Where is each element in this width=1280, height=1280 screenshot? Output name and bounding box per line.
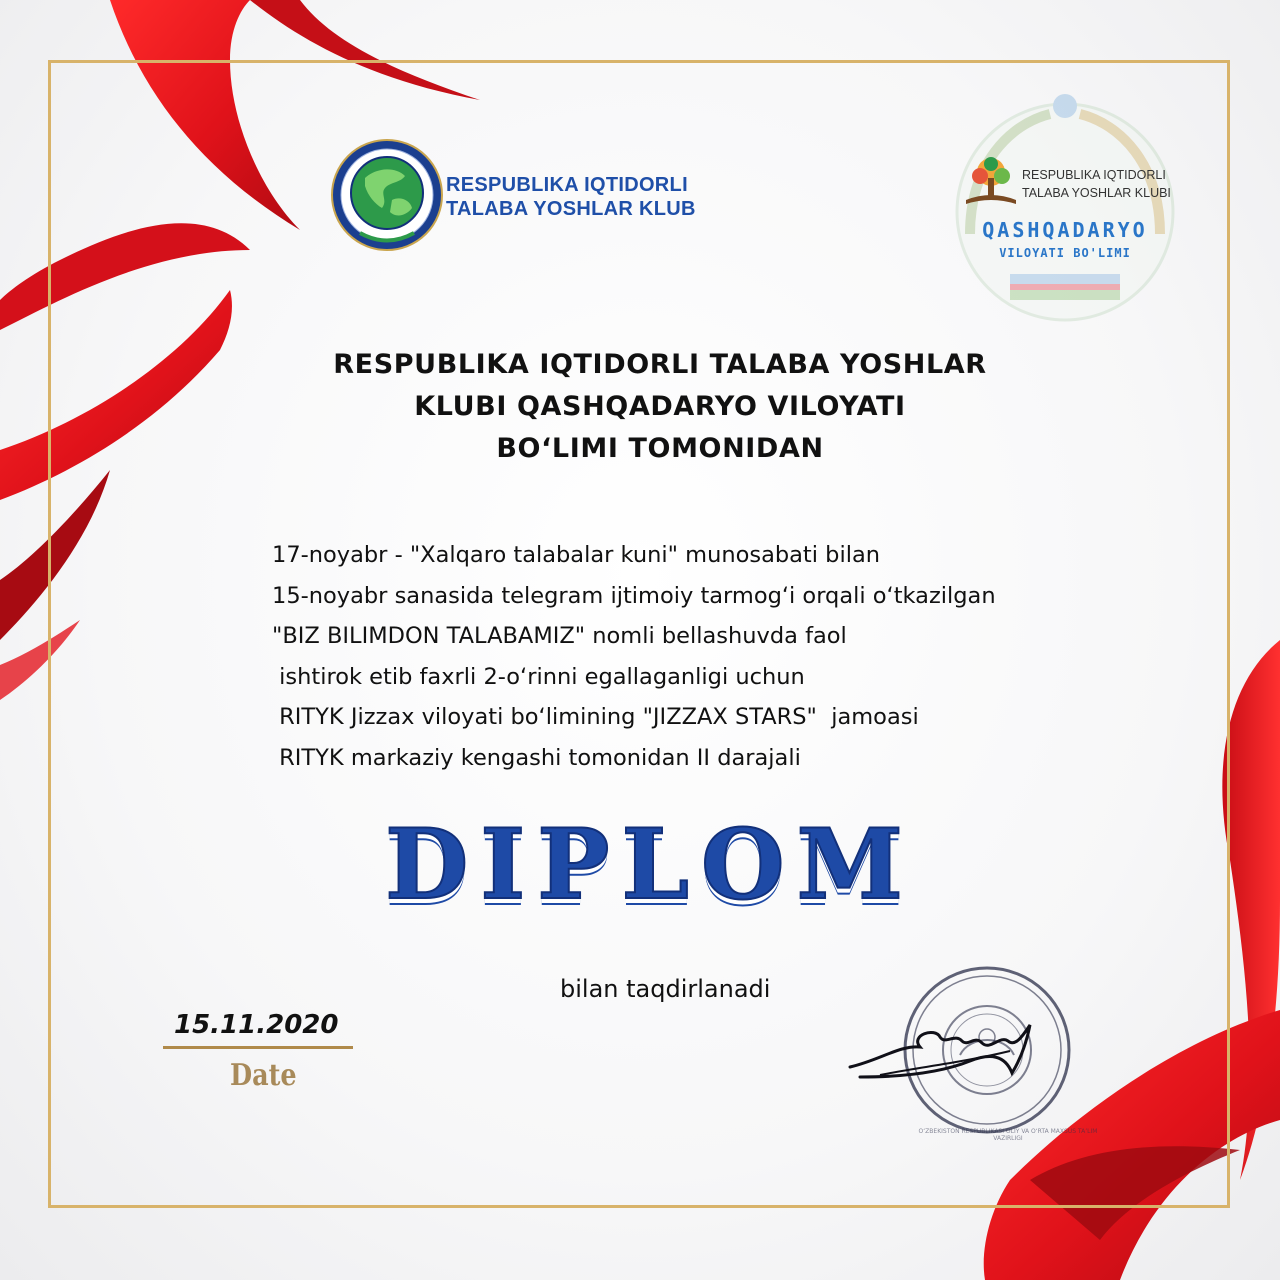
logo-right-branch: VILOYATI BO'LIMI (999, 246, 1131, 260)
official-stamp-with-signature-icon (840, 955, 1080, 1140)
globe-emblem-icon (330, 138, 444, 252)
heading-line-2: KLUBI QASHQADARYO VILOYATI (414, 391, 906, 422)
body-line-5: RITYK Jizzax viloyati bo‘limining "JIZZAX STARS" jamoasi (272, 704, 919, 730)
logo-left-line1: RESPUBLIKA IQTIDORLI (446, 174, 688, 196)
heading-line-3: BO‘LIMI TOMONIDAN (496, 433, 824, 464)
logo-right-line2: TALABA YOSHLAR KLUBI (1022, 186, 1171, 200)
stamp-text: O‘ZBEKISTON RESPUBLIKASI OLIY VA O‘RTA MAXSUS TA’LIM VAZIRLIGI (918, 1128, 1098, 1142)
body-line-4: ishtirok etib faxrli 2-o‘rinni egallaganligi uchun (272, 663, 805, 690)
date-underline (163, 1046, 353, 1049)
logo-right-region: QASHQADARYO (982, 218, 1148, 242)
rityk-qashqadaryo-logo (940, 84, 1190, 334)
date-value: 15.11.2020 (174, 1010, 339, 1040)
diplom-title: DIPLOM (385, 808, 915, 921)
issuer-heading (300, 344, 1020, 470)
date-label: Date (230, 1058, 297, 1093)
heading-line-1: RESPUBLIKA IQTIDORLI TALABA YOSHLAR (333, 349, 987, 380)
body-line-2: 15-noyabr sanasida telegram ijtimoiy tarmog‘i orqali o‘tkazilgan (272, 582, 996, 609)
tree-book-icon (962, 156, 1020, 206)
state-emblem-watermark-icon (940, 84, 1190, 334)
body-line-1: 17-noyabr - "Xalqaro talabalar kuni" munosabati bilan (272, 542, 880, 568)
body-line-3: "BIZ BILIMDON TALABAMIZ" nomli bellashuvda faol (272, 623, 847, 649)
rityk-logo-left (330, 138, 700, 256)
award-phrase: bilan taqdirlanadi (560, 975, 771, 1003)
logo-left-line2: TALABA YOSHLAR KLUB (446, 198, 696, 220)
body-line-6: RITYK markaziy kengashi tomonidan II darajali (272, 744, 801, 771)
logo-right-line1: RESPUBLIKA IQTIDORLI (1022, 168, 1166, 182)
award-description (272, 535, 1232, 778)
